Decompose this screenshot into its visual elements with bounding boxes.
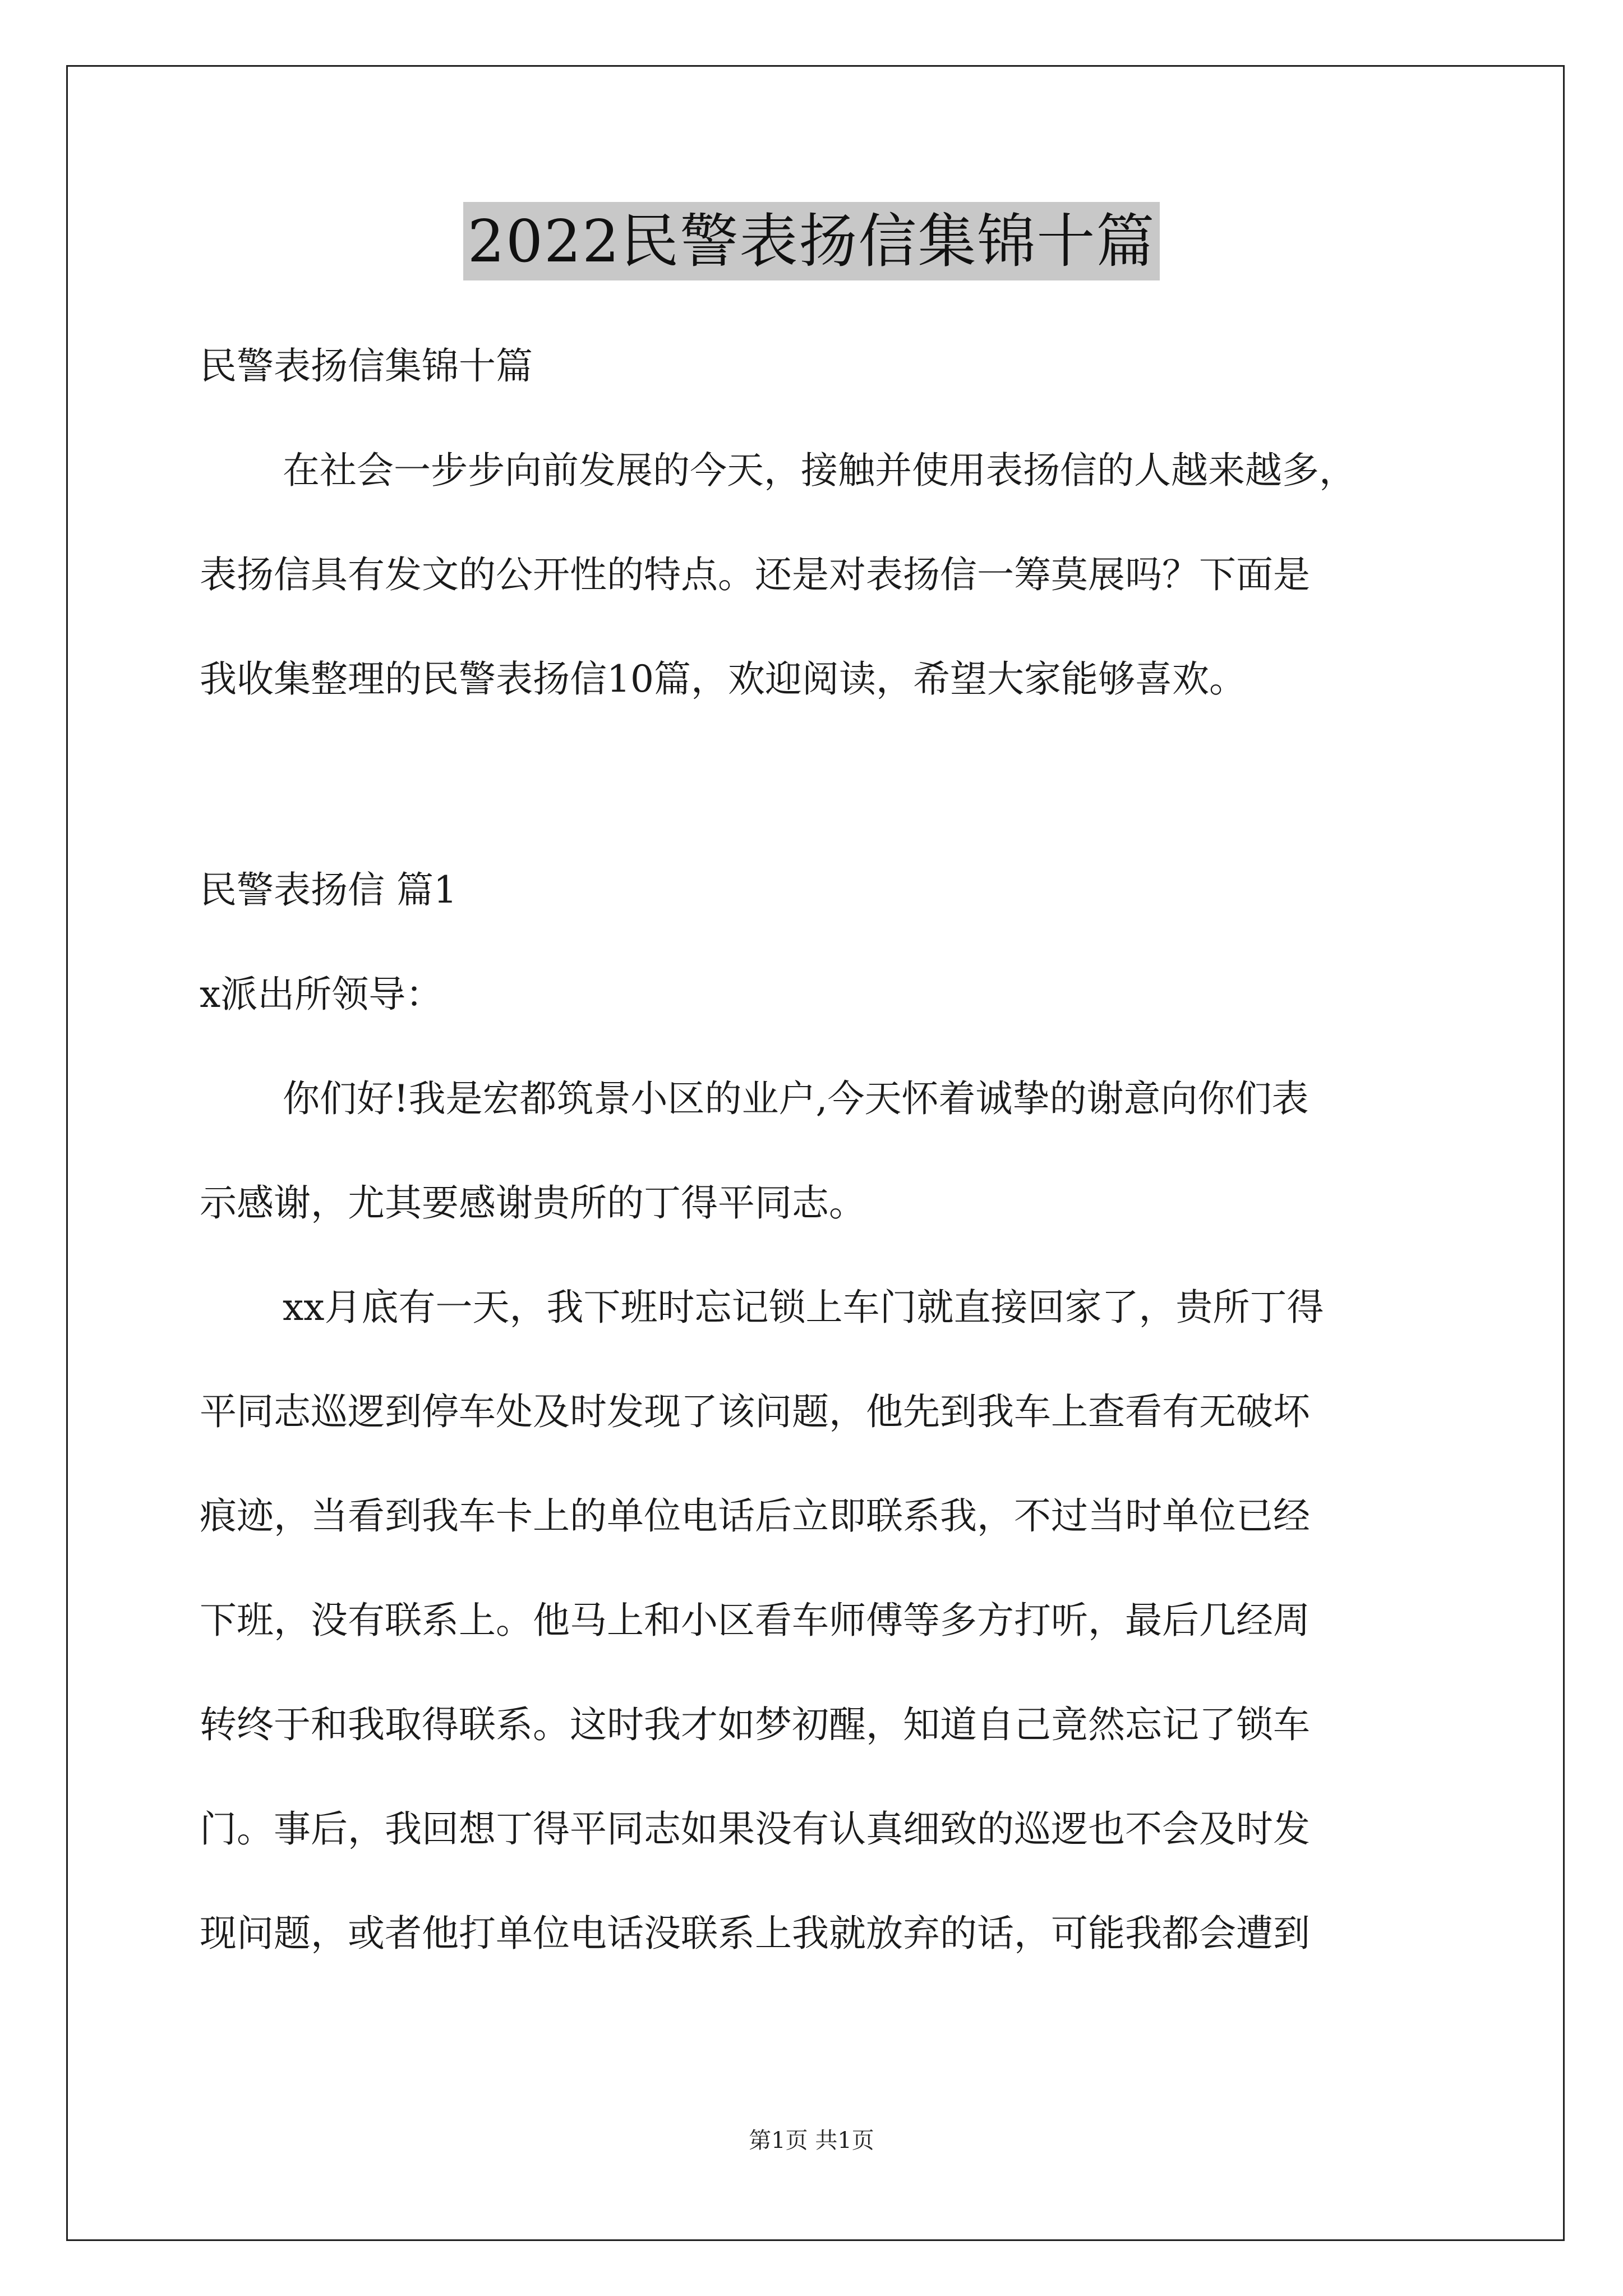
- paragraph-line: xx月底有一天，我下班时忘记锁上车门就直接回家了，贵所丁得: [283, 1286, 1324, 1329]
- intro-line: 我收集整理的民警表扬信10篇，欢迎阅读，希望大家能够喜欢。: [200, 657, 1246, 701]
- paragraph-line: 门。事后，我回想丁得平同志如果没有认真细致的巡逻也不会及时发: [200, 1807, 1310, 1851]
- intro-line: 在社会一步步向前发展的今天，接触并使用表扬信的人越来越多，: [283, 449, 1356, 492]
- paragraph-line: 转终于和我取得联系。这时我才如梦初醒，知道自己竟然忘记了锁车: [200, 1703, 1310, 1746]
- paragraph-line: 平同志巡逻到停车处及时发现了该问题，他先到我车上查看有无破坏: [200, 1390, 1310, 1433]
- document-body: [200, 314, 1433, 1986]
- intro-line: 表扬信具有发文的公开性的特点。还是对表扬信一筹莫展吗？下面是: [200, 553, 1310, 596]
- section-heading: 民警表扬信 篇1: [200, 868, 457, 912]
- paragraph-line: 现问题，或者他打单位电话没联系上我就放弃的话，可能我都会遭到: [200, 1912, 1310, 1955]
- document-subtitle: 民警表扬信集锦十篇: [200, 344, 533, 388]
- paragraph-line: 下班，没有联系上。他马上和小区看车师傅等多方打听，最后几经周: [200, 1599, 1310, 1642]
- section-spacer: [200, 731, 1433, 838]
- document-title: 2022民警表扬信集锦十篇: [463, 202, 1160, 280]
- title-container: [0, 202, 1623, 280]
- letter-salutation: x派出所领导：: [200, 973, 443, 1016]
- paragraph-line: 痕迹，当看到我车卡上的单位电话后立即联系我，不过当时单位已经: [200, 1494, 1310, 1538]
- paragraph-line: 示感谢，尤其要感谢贵所的丁得平同志。: [200, 1181, 866, 1225]
- page-footer: 第1页 共1页: [749, 2128, 874, 2154]
- paragraph-line: 你们好!我是宏都筑景小区的业户,今天怀着诚挚的谢意向你们表: [283, 1077, 1309, 1120]
